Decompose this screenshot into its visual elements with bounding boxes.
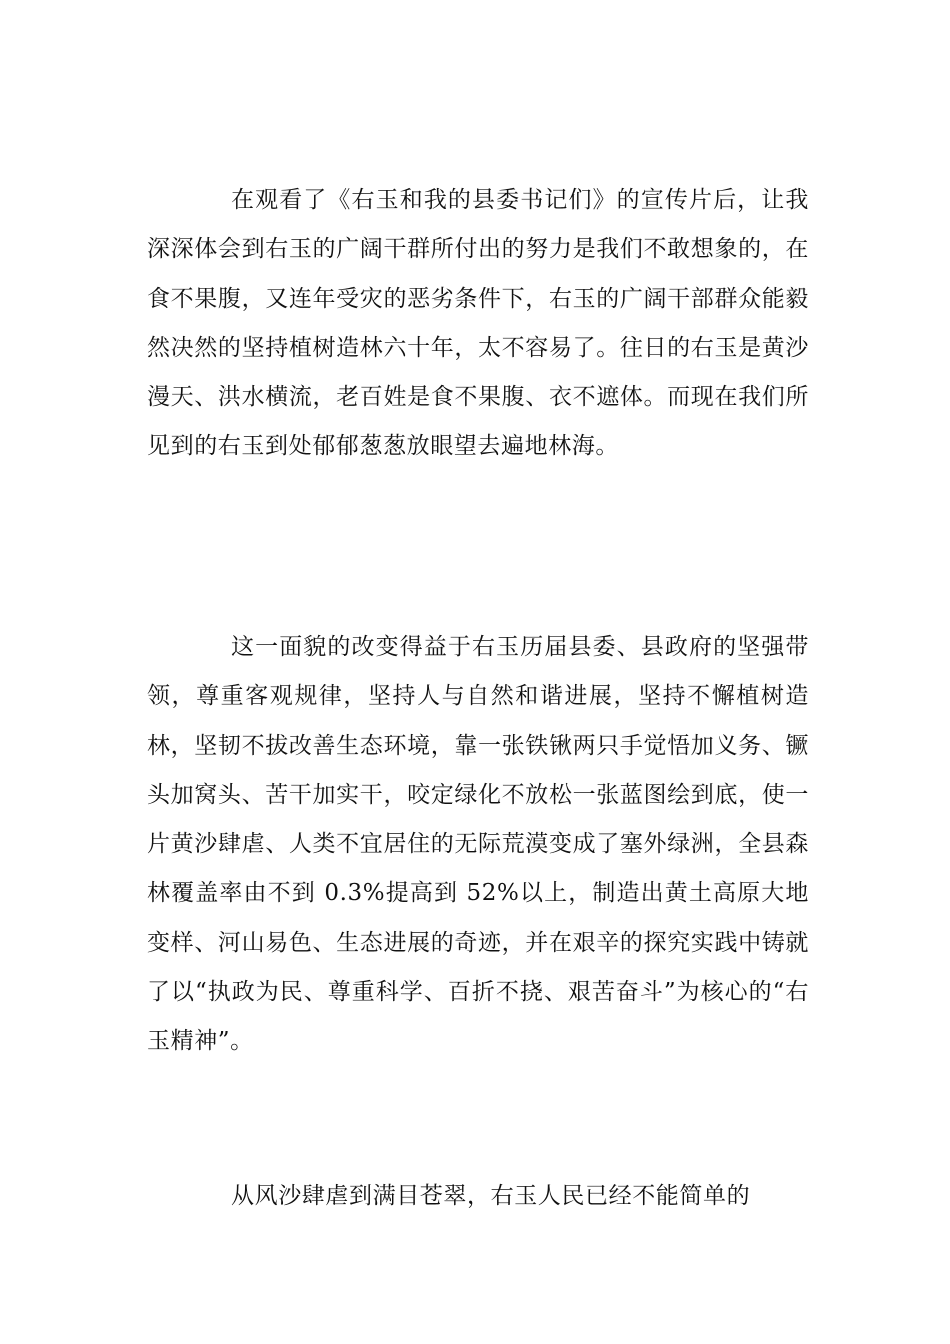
paragraph-3: 从风沙肆虐到满目苍翠，右玉人民已经不能简单的 xyxy=(231,1183,751,1209)
paragraph-2: 这一面貌的改变得益于右玉历届县委、县政府的坚强带领，尊重客观规律，坚持人与自然和谐进展，坚持不懈植树造林，坚韧不拔改善生态环境，靠一张铁锹两只手觉悟加义务、镢头加窝头、苦干加实干，咬定绿化不放松一张蓝图绘到底，使一片黄沙肆虐、人类不宜居住的无际荒漠变成了塞外绿洲，全县森林覆盖率由不到 0.3%提高到 52%以上，制造出黄土高原大地变样、河山易色、生态进展的奇迹，并在艰辛的探究实践中铸就了以“执政为民、尊重科学、百折不挠、艰苦奋斗”为核心的“右玉精神”。 xyxy=(147,634,809,1055)
paragraph-1: 在观看了《右玉和我的县委书记们》的宣传片后，让我深深体会到右玉的广阔干群所付出的努力是我们不敢想象的，在食不果腹，又连年受灾的恶劣条件下，右玉的广阔干部群众能毅然决然的坚持植树造林六十年，太不容易了。往日的右玉是黄沙漫天、洪水横流，老百姓是食不果腹、衣不遮体。而现在我们所见到的右玉到处郁郁葱葱放眼望去遍地林海。 xyxy=(147,187,809,460)
